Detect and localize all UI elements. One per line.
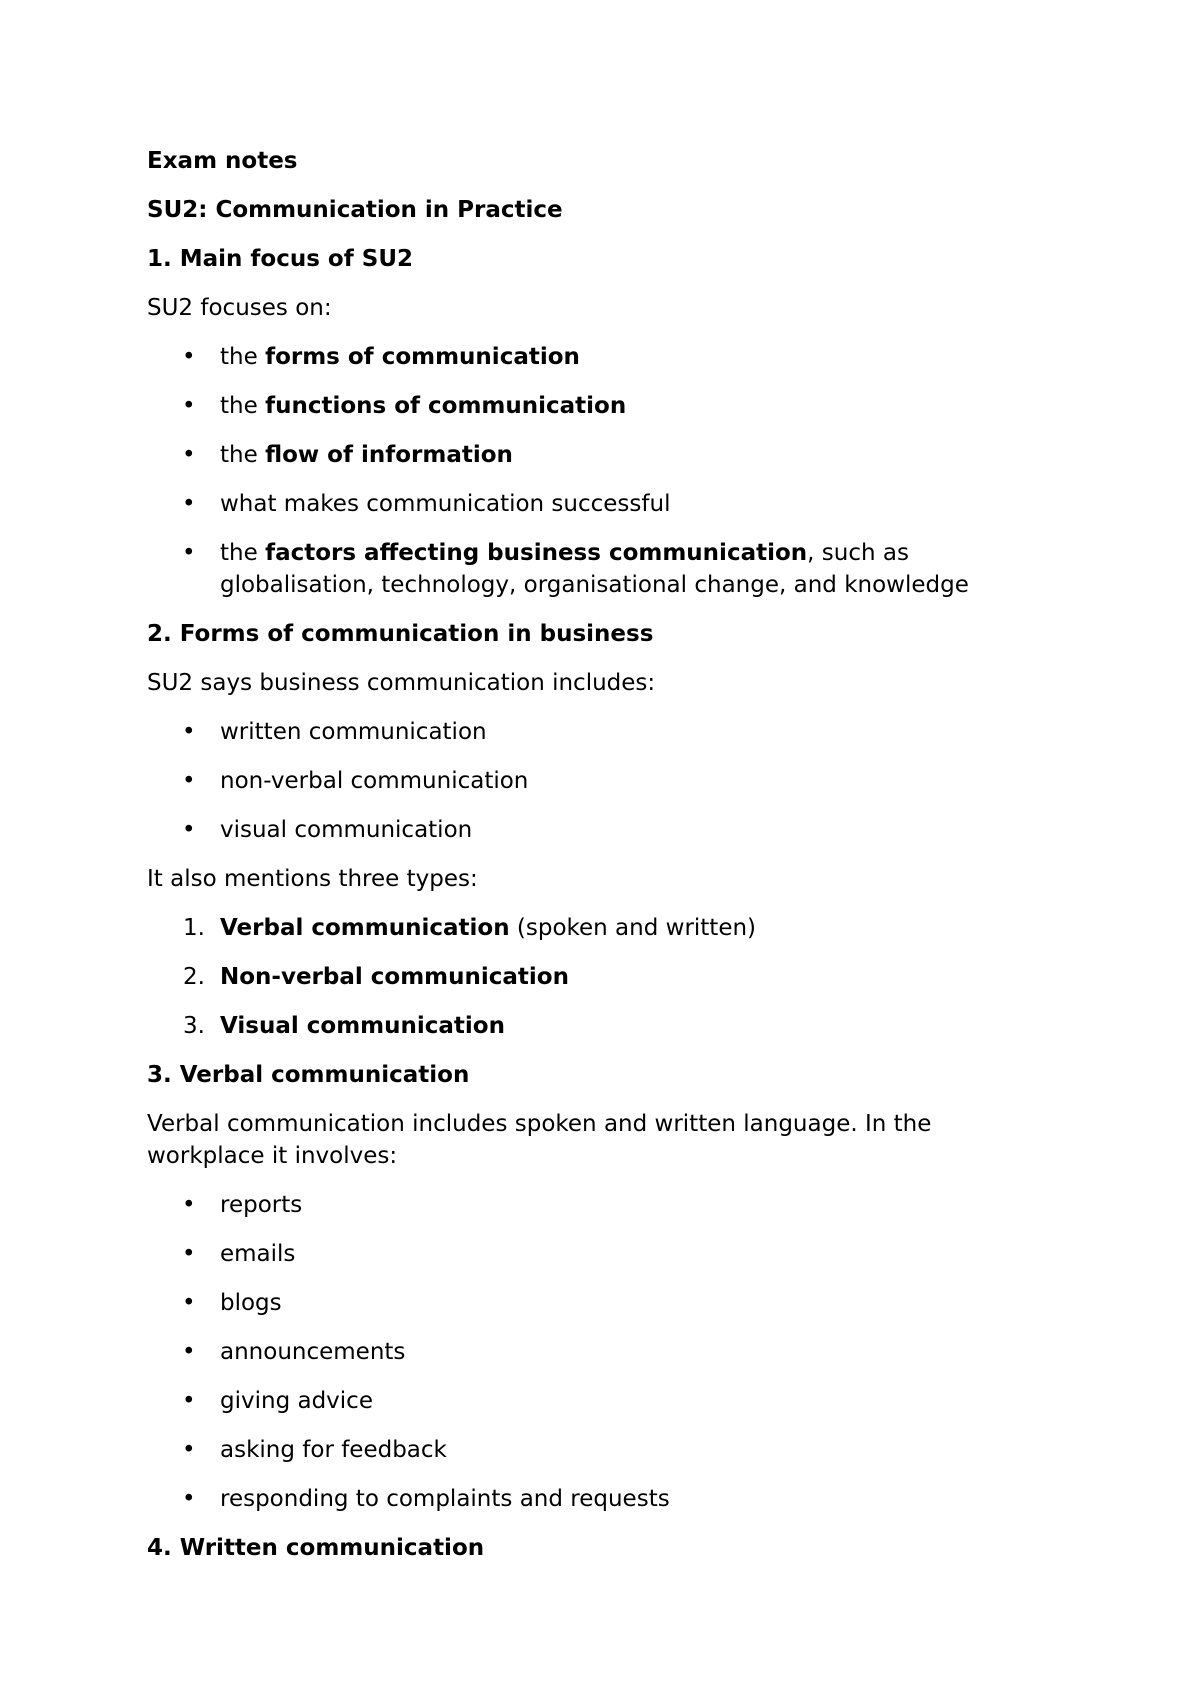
list-item [147,537,1047,601]
list-item [147,341,1047,373]
item-text: the [220,540,266,566]
item-text: responding to complaints and requests [220,1486,670,1512]
bullet-icon: • [182,1192,196,1218]
item-text: the [220,344,266,370]
item-text: emails [220,1241,296,1267]
section-3-intro: Verbal communication includes spoken and written language. In the workplace it involves: [147,1111,932,1169]
document-page [147,145,1047,1581]
bullet-icon: • [182,491,196,517]
section-2-types-intro: It also mentions three types: [147,866,478,892]
item-text: what makes communication successful [220,491,671,517]
item-bold-text: factors affecting business communication [265,540,808,566]
bullet-icon: • [182,393,196,419]
section-2-list [147,716,1047,846]
item-trailing-text: , such as globalisation, technology, organisational change, and knowledge [220,540,969,598]
numbered-item [147,912,1047,944]
item-bold-text: flow of information [265,442,513,468]
section-3-heading: 3. Verbal communication [147,1062,470,1088]
item-bold-text: Non-verbal communication [220,964,569,990]
list-item [147,1189,1047,1221]
item-bold-text: functions of communication [265,393,627,419]
bullet-icon: • [182,1339,196,1365]
list-item [147,439,1047,471]
list-item [147,716,1047,748]
bullet-icon: • [182,719,196,745]
section-2-heading: 2. Forms of communication in business [147,621,654,647]
item-text: blogs [220,1290,282,1316]
bullet-icon: • [182,817,196,843]
item-text: the [220,393,266,419]
item-text: non-verbal communication [220,768,529,794]
list-item [147,814,1047,846]
bullet-icon: • [182,1437,196,1463]
list-item [147,1238,1047,1270]
item-bold-text: Visual communication [220,1013,505,1039]
list-item [147,1336,1047,1368]
bullet-icon: • [182,442,196,468]
section-1-intro: SU2 focuses on: [147,295,332,321]
item-text: reports [220,1192,303,1218]
section-1-list [147,341,1047,601]
doc-title: Exam notes [147,148,298,174]
item-bold-text: Verbal communication [220,915,510,941]
item-text: written communication [220,719,487,745]
item-text: announcements [220,1339,406,1365]
list-item [147,488,1047,520]
item-bold-text: forms of communication [265,344,580,370]
bullet-icon: • [182,1388,196,1414]
item-text: the [220,442,266,468]
bullet-icon: • [182,1241,196,1267]
list-item [147,1385,1047,1417]
item-text: asking for feedback [220,1437,447,1463]
bullet-icon: • [182,540,196,566]
list-item [147,1483,1047,1515]
item-number: 1. [183,915,205,941]
item-number: 2. [183,964,205,990]
section-3-list [147,1189,1047,1515]
bullet-icon: • [182,1290,196,1316]
list-item [147,1287,1047,1319]
section-2-intro: SU2 says business communication includes: [147,670,656,696]
numbered-item [147,961,1047,993]
item-trailing-text: (spoken and written) [509,915,757,941]
section-4-heading: 4. Written communication [147,1535,485,1561]
item-text: giving advice [220,1388,373,1414]
item-number: 3. [183,1013,205,1039]
list-item [147,765,1047,797]
item-text: visual communication [220,817,473,843]
bullet-icon: • [182,344,196,370]
bullet-icon: • [182,1486,196,1512]
section-1-heading: 1. Main focus of SU2 [147,246,413,272]
section-2-types-list [147,912,1047,1042]
list-item [147,390,1047,422]
doc-subtitle: SU2: Communication in Practice [147,197,563,223]
bullet-icon: • [182,768,196,794]
list-item [147,1434,1047,1466]
numbered-item [147,1010,1047,1042]
